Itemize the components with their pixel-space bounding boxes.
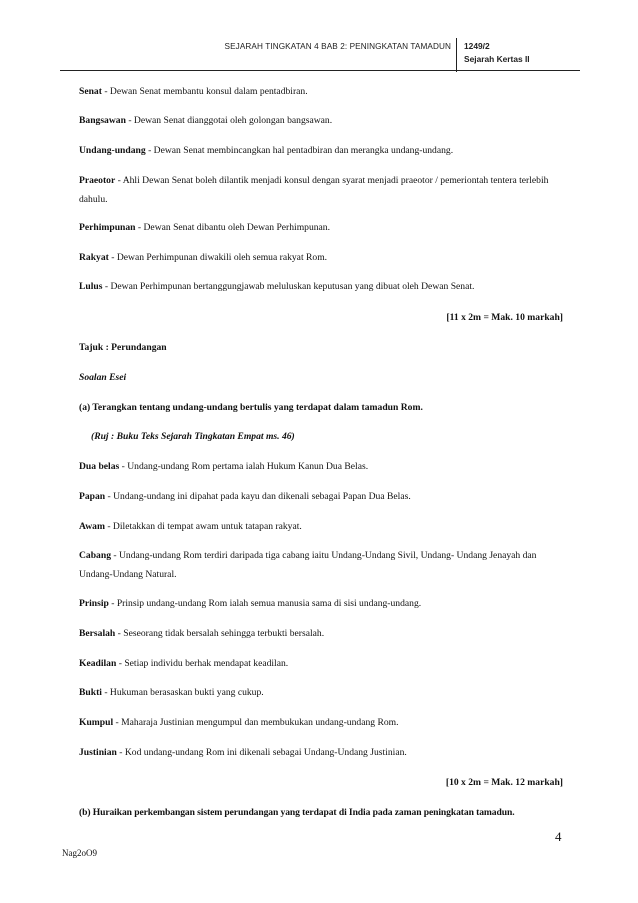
- answer-point: [79, 488, 563, 505]
- answer-term: Bangsawan: [79, 115, 126, 126]
- essay-heading: Soalan Esei: [79, 372, 127, 383]
- answer-point: [79, 219, 563, 236]
- header-title: SEJARAH TINGKATAN 4 BAB 2: PENINGKATAN TAMADUN: [224, 42, 451, 51]
- answer-point: [79, 595, 563, 612]
- answer-term: Perhimpunan: [79, 222, 136, 233]
- answer-text: - Hukuman berasaskan bukti yang cukup.: [101, 687, 264, 698]
- answer-point: [79, 546, 563, 584]
- answer-point: [79, 625, 563, 642]
- header-rule: [60, 70, 580, 71]
- answer-text: - Kod undang-undang Rom ini dikenali sebagai Undang-Undang Justinian.: [116, 747, 407, 758]
- answer-term: Cabang: [79, 550, 111, 561]
- answer-term: Papan: [79, 491, 106, 502]
- answer-text: - Dewan Senat dianggotai oleh golongan bangsawan.: [125, 115, 333, 126]
- answer-point: [79, 171, 563, 209]
- answer-text: - Diletakkan di tempat awam untuk tatapan rakyat.: [104, 521, 302, 532]
- header-code: 1249/2: [464, 41, 490, 51]
- marks-allocation: [11 x 2m = Mak. 10 markah]: [446, 312, 563, 323]
- answer-point: [79, 655, 563, 672]
- answer-text: - Dewan Senat membantu konsul dalam pentadbiran.: [101, 86, 308, 97]
- answer-term: Praeotor: [79, 175, 116, 186]
- header-subject: Sejarah Kertas II: [464, 54, 530, 64]
- topic-title: Tajuk : Perundangan: [79, 342, 167, 353]
- answer-point: [79, 112, 563, 129]
- answer-text: - Maharaja Justinian mengumpul dan membukukan undang-undang Rom.: [113, 717, 399, 728]
- answer-term: Undang-undang: [79, 145, 146, 156]
- answer-text: - Dewan Senat membincangkan hal pentadbiran dan merangka undang-undang.: [145, 145, 454, 156]
- answer-point: [79, 684, 563, 701]
- answer-term: Justinian: [79, 747, 117, 758]
- answer-point: [79, 142, 563, 159]
- textbook-reference: (Ruj : Buku Teks Sejarah Tingkatan Empat ms. 46): [91, 431, 295, 442]
- footer-code: Nag2oO9: [62, 848, 97, 858]
- marks-allocation: [10 x 2m = Mak. 12 markah]: [445, 777, 563, 788]
- question-a: (a) Terangkan tentang undang-undang bertulis yang terdapat dalam tamadun Rom.: [79, 402, 423, 413]
- page-number: 4: [555, 829, 562, 844]
- answer-text: - Prinsip undang-undang Rom ialah semua manusia sama di sisi undang-undang.: [108, 598, 422, 609]
- header-divider: [456, 38, 457, 72]
- answer-point: [79, 714, 563, 731]
- answer-text: - Dewan Perhimpunan diwakili oleh semua rakyat Rom.: [108, 252, 328, 263]
- answer-term: Kumpul: [79, 717, 114, 728]
- answer-term: Dua belas: [79, 461, 120, 472]
- answer-term: Bersalah: [79, 628, 116, 639]
- answer-text: - Undang-undang Rom pertama ialah Hukum Kanun Dua Belas.: [119, 461, 369, 472]
- answer-point: [79, 518, 563, 535]
- header-paper-code: [464, 40, 530, 66]
- answer-term: Bukti: [79, 687, 102, 698]
- answer-point: [79, 83, 563, 100]
- answer-text: - Setiap individu berhak mendapat keadilan.: [116, 658, 289, 669]
- answer-term: Senat: [79, 86, 102, 97]
- answer-text: - Dewan Senat dibantu oleh Dewan Perhimpunan.: [135, 222, 331, 233]
- answer-point: [79, 278, 563, 295]
- page-header: [60, 40, 580, 66]
- question-b: (b) Huraikan perkembangan sistem perundangan yang terdapat di India pada zaman peningkatan tamadun.: [79, 807, 515, 818]
- answer-point: [79, 249, 563, 266]
- answer-text: - Dewan Perhimpunan bertanggungjawab meluluskan keputusan yang dibuat oleh Dewan Senat.: [102, 281, 475, 292]
- answer-term: Keadilan: [79, 658, 117, 669]
- answer-term: Awam: [79, 521, 105, 532]
- answer-term: Lulus: [79, 281, 103, 292]
- answer-point: [79, 744, 563, 761]
- answer-term: Rakyat: [79, 252, 109, 263]
- answer-text: - Ahli Dewan Senat boleh dilantik menjadi konsul dengan syarat menjadi praeotor / pemeriontah tentera terlebih dahulu.: [79, 175, 549, 205]
- answer-text: - Seseorang tidak bersalah sehingga terbukti bersalah.: [115, 628, 325, 639]
- answer-text: - Undang-undang Rom terdiri daripada tiga cabang iaitu Undang-Undang Sivil, Undang- Undang Jenayah dan Undang-Undang Natural.: [79, 550, 537, 580]
- answer-text: - Undang-undang ini dipahat pada kayu dan dikenali sebagai Papan Dua Belas.: [105, 491, 411, 502]
- answer-point: [79, 458, 563, 475]
- answer-term: Prinsip: [79, 598, 109, 609]
